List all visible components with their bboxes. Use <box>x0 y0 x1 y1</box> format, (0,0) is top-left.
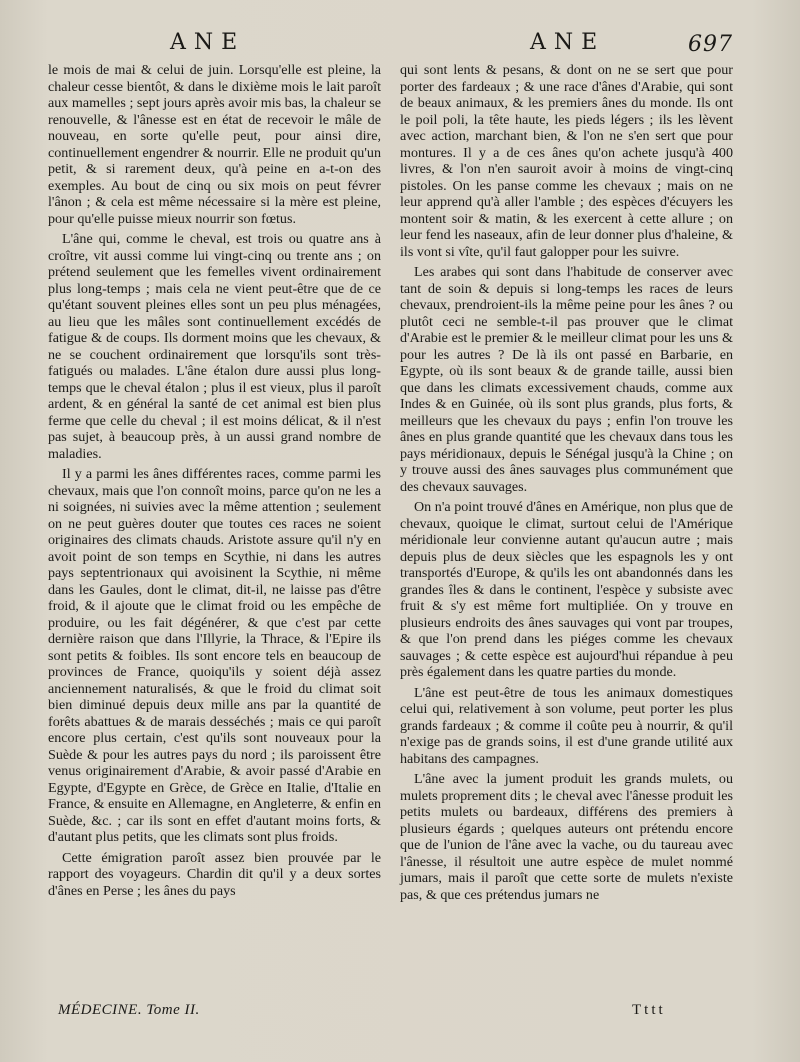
page-number: 697 <box>688 32 733 57</box>
paragraph: Il y a parmi les ânes différentes races, comme parmi les chevaux, mais que l'on connoît moins, parce qu'on ne les a ni soignées, ni suivies avec la même attention ; seulement on ne peut guères douter que toutes ces races ne soient originaires des climats chauds. Aristote assure qu'il n'y en avoit point de son temps en Scythie, ni dans les autres pays septentrionaux qui avoisinent la Scythie, ni même dans les Gaules, dont le climat, dit-il, ne laisse pas d'être froid, & il ajoute que le climat froid ou les empêche de produire, ou les fait dégénérer, & que c'est par cette dernière raison que dans l'Illyrie, la Thrace, & l'Epire ils sont petits & foibles. Ils sont encore tels en beaucoup de provinces de France, quoiqu'ils y soient déjà assez anciennement naturalisés, & que le froid du climat soit bien diminué depuis deux mille ans par la quantité de forêts abattues & de marais desséchés ; mais ce qui paroît encore plus certain, c'est qu'ils sont nouveaux pour la Suède & pour les autres pays du nord ; ils paroissent être venus originairement d'Arabie, & avoir passé d'Arabie en Egypte, d'Egypte en Grèce, de Grèce en Italie, d'Italie en France, & ensuite en Allemagne, en Angleterre, & enfin en Suède, &c. ; car ils sont en effet d'autant moins forts, & d'autant plus petits, que les climats sont plus froids. <box>48 466 381 845</box>
paragraph: Cette émigration paroît assez bien prouvée par le rapport des voyageurs. Chardin dit qu'il y a deux sortes d'ânes en Perse ; les ânes du pays <box>48 849 381 899</box>
paragraph: L'âne est peut-être de tous les animaux domestiques celui qui, relativement à son volume, peut porter les plus grands fardeaux ; & comme il coûte peu à nourrir, & qu'il n'exige pas de grands soins, il est d'une grande utilité aux habitans des campagnes. <box>400 684 733 767</box>
paragraph: On n'a point trouvé d'ânes en Amérique, non plus que de chevaux, quoique le climat, surtout celui de l'Amérique méridionale leur convienne autant qu'aucun autre ; mais depuis plus de deux siècles que les espagnols les y ont transportés d'Europe, & qu'ils les ont abandonnés dans les grandes îles & dans le continent, l'espèce y subsiste avec fruit & s'y est même fort multipliée. On y trouve en plusieurs endroits des ânes sauvages qui vont par troupes, & que l'on prend dans les piéges comme les chevaux sauvages ; & cette espèce est aujourd'hui répandue à peu près également dans les quatre parties du monde. <box>400 499 733 680</box>
right-column <box>400 62 733 907</box>
paragraph: qui sont lents & pesans, & dont on ne se sert que pour porter des fardeaux ; & une race d'ânes d'Arabie, qui sont de beaux animaux, & les premiers ânes du monde. Ils ont le poil poli, la tête haute, les pieds légers ; ils les lèvent avec action, marchant bien, & l'on ne s'en sert que pour montures. Il y a de ces ânes qu'on achete jusqu'à 400 livres, & l'on n'en sauroit avoir à moins de vingt-cinq pistoles. On les panse comme les chevaux ; mais on ne leur apprend qu'à aller l'amble ; des espèces d'écuyers les montent soir & matin, & les exercent à cette allure ; on leur fend les naseaux, afin de leur donner plus d'haleine, & ils vont si vîte, qu'il faut galopper pour les suivre. <box>400 62 733 260</box>
paragraph: L'âne qui, comme le cheval, est trois ou quatre ans à croître, vit aussi comme lui vingt-cinq ou trente ans ; on prétend seulement que les femelles vivent ordinairement plus long-temps ; mais cela ne vient peut-être que de ce qu'étant souvent pleines elles sont un peu plus ménagées, au lieu que les mâles sont continuellement excédés de fatigue & de coups. Ils dorment moins que les chevaux, & ne se couchent ordinairement que lorsqu'ils sont très-fatigués ou malades. L'âne étalon dure aussi plus long-temps que le cheval étalon ; plus il est vieux, plus il paroît ardent, & en général la santé de cet animal est bien plus ferme que celle du cheval ; il est moins délicat, & il n'est pas sujet, à beaucoup près, à un aussi grand nombre de maladies. <box>48 231 381 462</box>
paragraph: Les arabes qui sont dans l'habitude de conserver avec tant de soin & depuis si long-temps les races de leurs chevaux, prendroient-ils la même peine pour les ânes ? ou plutôt ceci ne semble-t-il pas prouver que le climat d'Arabie est le premier & le meilleur climat pour les uns & pour les autres ? De là ils ont passé en Barbarie, en Egypte, où ils sont beaux & de grande taille, aussi bien que dans les climats excessivement chauds, comme aux Indes & en Guinée, où ils sont plus grands, plus forts, & meilleurs que les chevaux du pays ; enfin l'on trouve les ânes en plus grande quantité que les chevaux dans tous les pays méridionaux, depuis le Sénégal jusqu'à la Chine ; on y trouve aussi des ânes sauvages plus communément que des chevaux sauvages. <box>400 264 733 495</box>
running-head-right: ANE <box>530 30 606 55</box>
left-column <box>48 62 381 903</box>
paragraph: L'âne avec la jument produit les grands mulets, ou mulets proprement dits ; le cheval avec l'ânesse produit les petits mulets ou bardeaux, différens des premiers à plusieurs égards ; quelques auteurs ont prétendu encore que de l'union de l'âne avec la vache, ou du taureau avec l'ânesse, il résultoit une autre espèce de mulet nommé jumars, mais il paroît que cette sorte de mulets n'existe pas, & que ces prétendus jumars ne <box>400 771 733 903</box>
footer-volume: MÉDECINE. Tome II. <box>58 1002 200 1018</box>
paragraph: le mois de mai & celui de juin. Lorsqu'elle est pleine, la chaleur cesse bientôt, & dans le dixième mois le lait paroît aux mamelles ; sept jours après avoir mis bas, la chaleur se renouvelle, & l'ânesse est en état de recevoir le mâle de nouveau, en sorte qu'elle peut, pour ainsi dire, continuellement engendrer & nourrir. Elle ne produit qu'un petit, & si rarement deux, qu'à peine en a-t-on des exemples. Au bout de cinq ou six mois on peut févrer l'ânon ; & cela est même nécessaire si la mère est pleine, pour qu'elle puisse mieux nourrir son fœtus. <box>48 62 381 227</box>
signature-mark: Tttt <box>632 1002 666 1018</box>
running-head-left: ANE <box>170 30 246 55</box>
